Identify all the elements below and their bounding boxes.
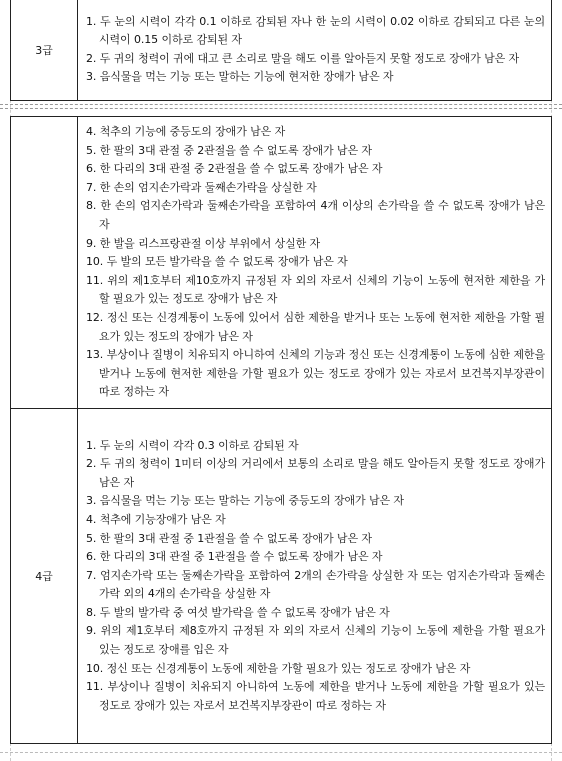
list-item: 5. 한 팔의 3대 관절 중 1관절을 쓸 수 없도록 장애가 남은 자 [86, 531, 372, 545]
grade-table-page2 [10, 116, 552, 744]
items-cell [78, 0, 552, 100]
page-break-line [0, 108, 562, 109]
list-item: 10. 정신 또는 신경계통이 노동에 제한을 가할 필요가 있는 정도로 장애가 남은 자 [86, 661, 471, 675]
grade-cell: 4급 [11, 409, 78, 744]
list-item: 9. 한 발을 리스프랑관절 이상 부위에서 상실한 자 [86, 236, 321, 250]
list-item: 9. 위의 제1호부터 제8호까지 규정된 자 외의 자로서 신체의 기능이 노동에 제한을 가할 필요가 있는 정도로 장애를 입은 자 [86, 624, 545, 657]
list-item: 6. 한 다리의 3대 관절 중 1관절을 쓸 수 없도록 장애가 남은 자 [86, 550, 383, 564]
table-row [11, 117, 552, 409]
list-item: 1. 두 눈의 시력이 각각 0.1 이하로 감퇴된 자나 한 눈의 시력이 0.02 이하로 감퇴되고 다른 눈의 시력이 0.15 이하로 감퇴된 자 [86, 14, 545, 47]
list-item: 13. 부상이나 질병이 치유되지 아니하여 신체의 기능과 정신 또는 신경계통이 노동에 심한 제한을 받거나 노동에 현저한 제한을 가할 필요가 있는 정도로 장애가 있는 자로서 보건복지부장관이 따로 정하는 자 [86, 348, 545, 399]
list-item: 8. 두 발의 발가락 중 여섯 발가락을 쓸 수 없도록 장애가 남은 자 [86, 605, 390, 619]
list-item: 2. 두 귀의 청력이 1미터 이상의 거리에서 보통의 소리로 말을 해도 알아듣지 못할 정도로 장애가 남은 자 [86, 457, 545, 489]
items-cell [78, 117, 552, 409]
list-item: 8. 한 손의 엄지손가락과 둘째손가락을 포함하여 4개 이상의 손가락을 쓸 수 없도록 장애가 남은 자 [86, 199, 545, 232]
grade-cell: 3급 [11, 0, 78, 100]
list-item: 5. 한 팔의 3대 관절 중 2관절을 쓸 수 없도록 장애가 남은 자 [86, 143, 372, 157]
list-item: 2. 두 귀의 청력이 귀에 대고 큰 소리로 말을 해도 이를 알아듣지 못할 정도로 장애가 남은 자 [86, 51, 520, 65]
list-item: 3. 음식물을 먹는 기능 또는 말하는 기능에 현저한 장애가 남은 자 [86, 70, 394, 84]
list-item: 3. 음식물을 먹는 기능 또는 말하는 기능에 중등도의 장애가 남은 자 [86, 494, 404, 508]
list-item: 11. 부상이나 질병이 치유되지 아니하여 노동에 제한을 받거나 노동에 제한을 가할 필요가 있는 정도로 장애가 있는 자로서 보건복지부장관이 따로 정하는 자 [86, 680, 545, 712]
list-item: 10. 두 발의 모든 발가락을 쓸 수 없도록 장애가 남은 자 [86, 255, 348, 269]
grade-table-page1 [10, 0, 552, 101]
list-item: 4. 척추의 기능에 중등도의 장애가 남은 자 [86, 125, 286, 139]
list-item: 7. 엄지손가락 또는 둘째손가락을 포함하여 2개의 손가락을 상실한 자 또는 엄지손가락과 둘째손가락 외의 4개의 손가락을 상실한 자 [86, 568, 545, 601]
list-item: 11. 위의 제1호부터 제10호까지 규정된 자 외의 자로서 신체의 기능이 노동에 현저한 제한을 가할 필요가 있는 정도로 장애가 남은 자 [86, 273, 545, 306]
table-row [11, 409, 552, 744]
list-item: 4. 척추에 기능장애가 남은 자 [86, 512, 226, 526]
list-item: 7. 한 손의 엄지손가락과 둘째손가락을 상실한 자 [86, 180, 317, 194]
table-row [11, 0, 552, 100]
grade-cell [11, 117, 78, 409]
list-item: 1. 두 눈의 시력이 각각 0.3 이하로 감퇴된 자 [86, 438, 299, 452]
items-cell [78, 409, 552, 744]
list-item: 6. 한 다리의 3대 관절 중 2관절을 쓸 수 없도록 장애가 남은 자 [86, 162, 383, 176]
page-break-line [0, 104, 562, 105]
page-bottom-line [0, 752, 562, 753]
list-item: 12. 정신 또는 신경계통이 노동에 있어서 심한 제한을 받거나 또는 노동에 현저한 제한을 가할 필요가 있는 정도의 장애가 남은 자 [86, 310, 545, 343]
